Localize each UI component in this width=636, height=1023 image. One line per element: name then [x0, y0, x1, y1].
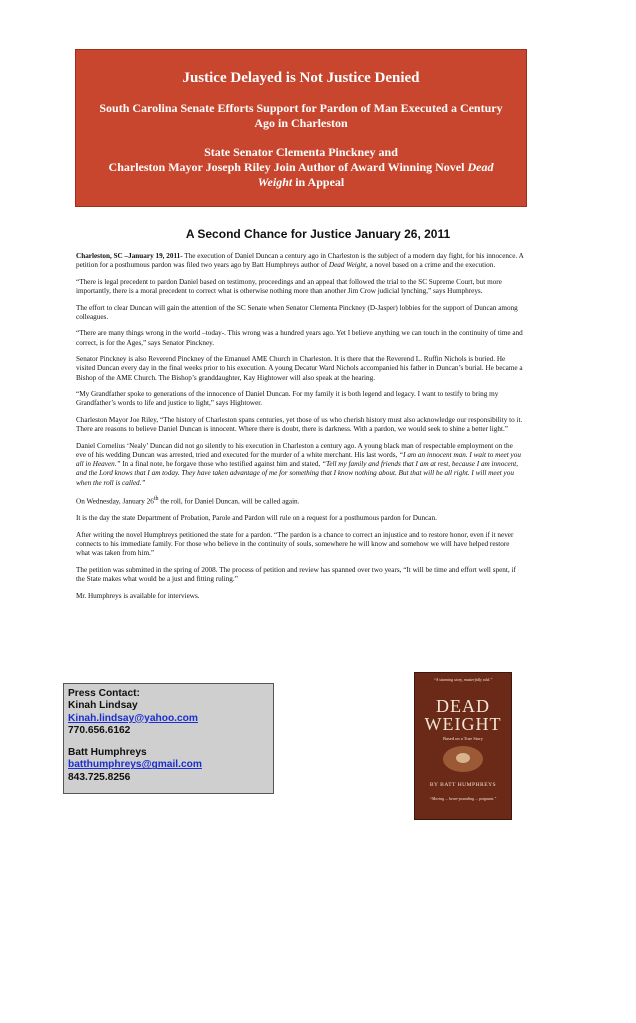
paragraph-8	[76, 442, 524, 488]
paragraph-4: “There are many things wrong in the world –today-. This wrong was a hundred years ago. Yet I believe anything we can touch in the continuity of time and correct, is for the Ages,” says Senator Pinckney.	[76, 329, 523, 347]
paragraph-1	[76, 252, 524, 270]
contact-phone-1: 770.656.6162	[68, 724, 131, 736]
banner-subtitle: South Carolina Senate Efforts Support for Pardon of Man Executed a Century Ago in Charleston	[99, 101, 503, 130]
paragraph-2: “There is legal precedent to pardon Daniel based on testimony, proceedings and an appeal that followed the trial to the SC Supreme Court, but more importantly, there is a moral precedent to correct what is otherwise nothing more than another Jim Crow judicial lynching,” says Humphreys.	[76, 277, 502, 295]
p9-text-a: On Wednesday, January 26	[76, 497, 154, 506]
p9-text-b: the roll, for Daniel Duncan, will be called again.	[158, 497, 300, 506]
dateline: Charleston, SC –January 19, 2011-	[76, 252, 183, 260]
banner-line3-pre: State Senator Clementa Pinckney and	[204, 145, 398, 159]
book-cover-title-line-1: DEAD	[436, 696, 490, 716]
final-note-quote: “Tell my family and friends that I am at rest, because I am innocent, and the Lord knows that I am today. They have taken advantage of me for something that I know nothing about. But that will be all right. I will meet you when the roll is called.”	[76, 460, 519, 487]
title-banner	[75, 49, 527, 207]
paragraph-12: The petition was submitted in the spring of 2008. The process of petition and review has spanned over two years, “It will be time and effort well spent, if the State makes what would be a just and fitting ruling.”	[76, 565, 516, 583]
paragraph-3: The effort to clear Duncan will gain the attention of the SC Senate when Senator Clementa Pinckney (D-Jasper) lobbies for the support of Duncan among colleagues.	[76, 303, 518, 321]
contact-email-1-link[interactable]: Kinah.lindsay@yahoo.com	[68, 712, 198, 724]
p8-text-b: In a final note, he forgave those who testified against him and stated,	[120, 460, 322, 469]
paragraph-6: “My Grandfather spoke to generations of the innocence of Daniel Duncan. For my family it is both legend and legacy. I want to testify to bring my Grandfather’s words to life and justice to light,” says Hightower.	[76, 390, 499, 408]
p1-text-b: , a novel based on a crime and the execution.	[366, 261, 496, 270]
p1-text-a: The execution of Daniel Duncan a century ago in Charleston is the subject of a modern day fight, for his innocence. A petition for a posthumous pardon was filed two years ago by Batt Humphreys author of	[76, 252, 524, 270]
banner-officials-line	[94, 145, 508, 190]
contact-name-1: Kinah Lindsay	[68, 700, 138, 712]
contact-phone-2: 843.725.8256	[68, 771, 131, 783]
last-words-quote: “I am an innocent man. I wait to meet you all in Heaven.”	[76, 450, 521, 469]
book-cover-author: BY BATT HUMPHREYS	[429, 782, 497, 788]
book-cover-emblem-icon	[443, 746, 483, 772]
paragraph-5: Senator Pinckney is also Reverend Pinckney of the Emanuel AME Church in Charleston. It is there that the Reverend L. Ruffin Nichols is buried. He visited Duncan every day in the final weeks prior to his execution. A young Decatur Ward Nichols accompanied his father in Duncan’s burial. He became a Bishop of the AME Church. The Bishop’s granddaughter, Kay Hightower will also speak at the hearing.	[76, 355, 523, 382]
press-release-body	[76, 252, 524, 608]
press-contact-box	[63, 683, 274, 794]
book-cover-quote-bottom: “Moving ... heart-pounding ... poignant.”	[429, 796, 497, 801]
paragraph-10: It is the day the state Department of Probation, Parole and Pardon will rule on a request for a posthumous pardon for Duncan.	[76, 514, 437, 523]
contact-heading: Press Contact:	[68, 688, 140, 699]
p9-ordinal: th	[153, 496, 159, 503]
book-cover-subtitle: Based on a True Story	[442, 736, 483, 741]
banner-line3-post: in Appeal	[295, 175, 345, 189]
paragraph-11: After writing the novel Humphreys petitioned the state for a pardon. “The pardon is a chance to correct an injustice and to restore honor, even if it never connects to his immediate family. For those who believe in the continuity of souls, somewhere he will know and somehow we will have helped restore what was taken from him.”	[76, 530, 514, 558]
contact-name-2: Batt Humphreys	[68, 747, 147, 759]
contact-email-2-link[interactable]: batthumphreys@gmail.com	[68, 759, 202, 771]
book-cover-title-line-2: WEIGHT	[424, 714, 502, 734]
p8-text-a: Daniel Cornelius ‘Nealy’ Duncan did not go silently to his execution in Charleston a century ago. A young black man of respectable employment on the eve of his wedding Duncan was arrested, tried and executed for the murder of a white merchant. His last words,	[76, 441, 513, 459]
banner-book-title: Dead Weight	[257, 160, 494, 189]
paragraph-13: Mr. Humphreys is available for interviews.	[76, 591, 200, 600]
book-cover-image	[414, 672, 512, 820]
banner-line3-main: Charleston Mayor Joseph Riley Join Author of Award Winning Novel	[108, 160, 465, 174]
p1-book-title: Dead Weight	[328, 261, 366, 270]
banner-title: Justice Delayed is Not Justice Denied	[182, 70, 420, 86]
paragraph-9	[76, 495, 524, 507]
book-cover-quote-top: “A stunning story, masterfully told.”	[433, 677, 493, 682]
page-headline: A Second Chance for Justice January 26, 2011	[185, 227, 451, 241]
paragraph-7: Charleston Mayor Joe Riley, “The history of Charleston spans centuries, yet those of us who cherish history must also acknowledge our responsibility to it. There are reasons to believe Daniel Duncan is innocent. Where there is doubt, there is darkness. With a pardon, we would seek to shine a better light.”	[76, 415, 523, 434]
